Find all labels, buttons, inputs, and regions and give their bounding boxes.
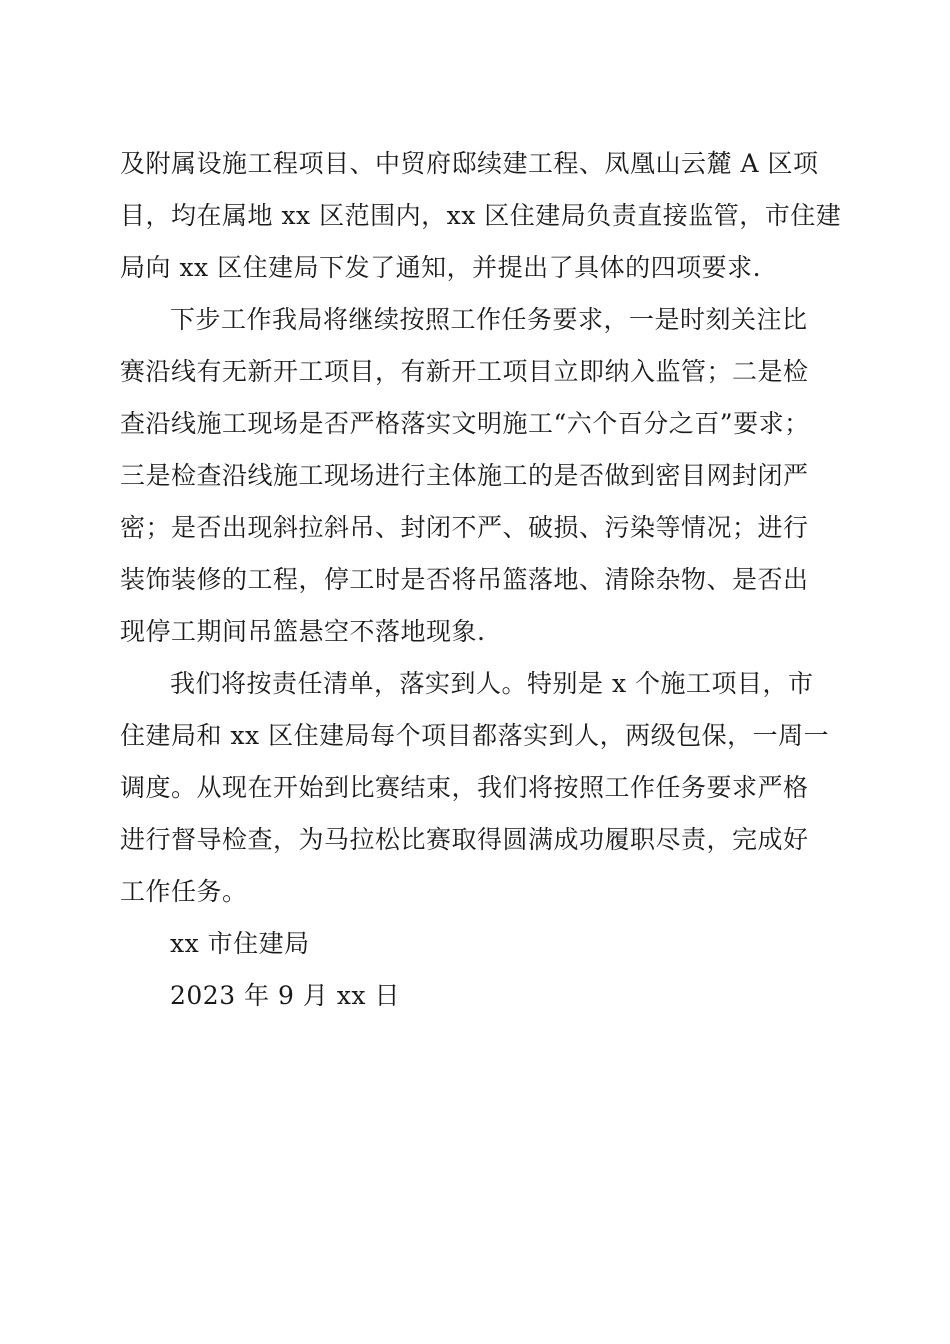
signature-block [120, 918, 840, 1022]
text-line: 住建局和 xx 区住建局每个项目都落实到人，两级包保，一周一 [120, 721, 830, 750]
text-line: 我们将按责任清单，落实到人。特别是 x 个施工项目，市 [170, 669, 814, 698]
text-line: 局向 xx 区住建局下发了通知，并提出了具体的四项要求. [120, 253, 762, 282]
text-line: 现停工期间吊篮悬空不落地现象. [120, 617, 486, 646]
text-line: 目，均在属地 xx 区范围内，xx 区住建局负责直接监管，市住建 [120, 201, 842, 230]
text-line: 及附属设施工程项目、中贸府邸续建工程、凤凰山云麓 A 区项 [120, 149, 819, 178]
signature-date: 2023 年 9 月 xx 日 [170, 981, 400, 1010]
text-line: 下步工作我局将继续按照工作任务要求，一是时刻关注比 [170, 305, 808, 334]
text-line: 进行督导检查，为马拉松比赛取得圆满成功履职尽责，完成好 [120, 825, 809, 854]
text-line: 密；是否出现斜拉斜吊、封闭不严、破损、污染等情况；进行 [120, 513, 809, 542]
paragraph-1 [120, 138, 840, 294]
signature-organization: xx 市住建局 [170, 929, 310, 958]
text-line: 装饰装修的工程，停工时是否将吊篮落地、清除杂物、是否出 [120, 565, 809, 594]
paragraph-3 [120, 658, 840, 918]
text-line: 赛沿线有无新开工项目，有新开工项目立即纳入监管；二是检 [120, 357, 809, 386]
document-body [120, 138, 840, 1022]
text-line: 查沿线施工现场是否严格落实文明施工“六个百分之百”要求； [120, 409, 810, 438]
text-line: 调度。从现在开始到比赛结束，我们将按照工作任务要求严格 [120, 773, 809, 802]
paragraph-2 [120, 294, 840, 658]
text-line: 三是检查沿线施工现场进行主体施工的是否做到密目网封闭严 [120, 461, 809, 490]
text-line: 工作任务。 [120, 877, 248, 906]
